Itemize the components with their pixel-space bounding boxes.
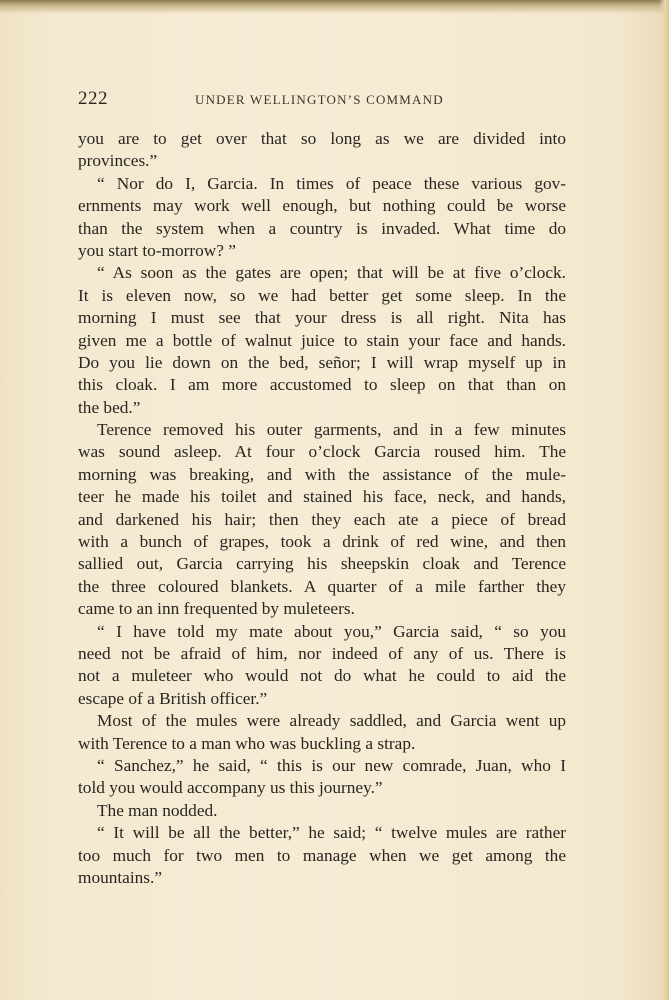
text-line: “ It will be all the better,” he said; “ twelve mules are rather bbox=[97, 823, 566, 843]
text-line: than the system when a country is invaded. What time do bbox=[78, 218, 566, 238]
text-line: “ Sanchez,” he said, “ this is our new comrade, Juan, who I bbox=[97, 755, 566, 775]
text-line: told you would accompany us this journey.” bbox=[78, 778, 383, 798]
text-line: “ Nor do I, Garcia. In times of peace these various gov- bbox=[97, 173, 566, 193]
text-line: given me a bottle of walnut juice to stain your face and hands. bbox=[78, 330, 566, 350]
text-line: not a muleteer who would not do what he could to aid the bbox=[78, 666, 566, 686]
text-line: you are to get over that so long as we are divided into bbox=[78, 129, 566, 148]
text-line: escape of a British officer.” bbox=[78, 688, 268, 708]
text-line: need not be afraid of him, nor indeed of any of us. There is bbox=[78, 643, 566, 663]
text-line: teer he made his toilet and stained his face, neck, and hands, bbox=[78, 487, 566, 507]
text-line: Terence removed his outer garments, and in a few minutes bbox=[97, 420, 566, 440]
text-line: It is eleven now, so we had better get some sleep. In the bbox=[78, 285, 566, 305]
text-line: with a bunch of grapes, took a drink of red wine, and then bbox=[78, 532, 566, 552]
page-right-edge bbox=[659, 0, 669, 1000]
text-line: “ I have told my mate about you,” Garcia said, “ so you bbox=[97, 621, 566, 641]
body-text bbox=[78, 128, 566, 889]
text-line: ernments may work well enough, but nothing could be worse bbox=[78, 196, 566, 216]
text-line: with Terence to a man who was buckling a strap. bbox=[78, 733, 416, 753]
text-line: this cloak. I am more accustomed to sleep on that than on bbox=[78, 375, 566, 395]
text-line: and darkened his hair; then they each ate a piece of bread bbox=[78, 509, 566, 529]
text-line: provinces.” bbox=[78, 151, 158, 171]
text-line: the bed.” bbox=[78, 397, 141, 417]
page-top-edge bbox=[0, 0, 669, 14]
text-line: you start to-morrow? ” bbox=[78, 240, 236, 260]
text-line: came to an inn frequented by muleteers. bbox=[78, 599, 355, 619]
page-number: 222 bbox=[78, 88, 108, 109]
text-line: too much for two men to manage when we get among the bbox=[78, 845, 566, 865]
text-line: was sound asleep. At four o’clock Garcia roused him. The bbox=[78, 442, 566, 462]
text-line: The man nodded. bbox=[97, 800, 218, 820]
text-line: mountains.” bbox=[78, 867, 162, 887]
text-line: Most of the mules were already saddled, and Garcia went up bbox=[97, 711, 566, 731]
running-title: UNDER WELLINGTON’S COMMAND bbox=[195, 92, 444, 107]
running-head bbox=[78, 88, 568, 112]
text-line: morning was breaking, and with the assistance of the mule- bbox=[78, 464, 566, 484]
text-line: sallied out, Garcia carrying his sheepskin cloak and Terence bbox=[78, 554, 566, 574]
text-line: morning I must see that your dress is all right. Nita has bbox=[78, 308, 566, 328]
text-line: Do you lie down on the bed, señor; I will wrap myself up in bbox=[78, 352, 566, 372]
text-line: “ As soon as the gates are open; that will be at five o’clock. bbox=[97, 263, 566, 283]
text-line: the three coloured blankets. A quarter of a mile farther they bbox=[78, 576, 566, 596]
